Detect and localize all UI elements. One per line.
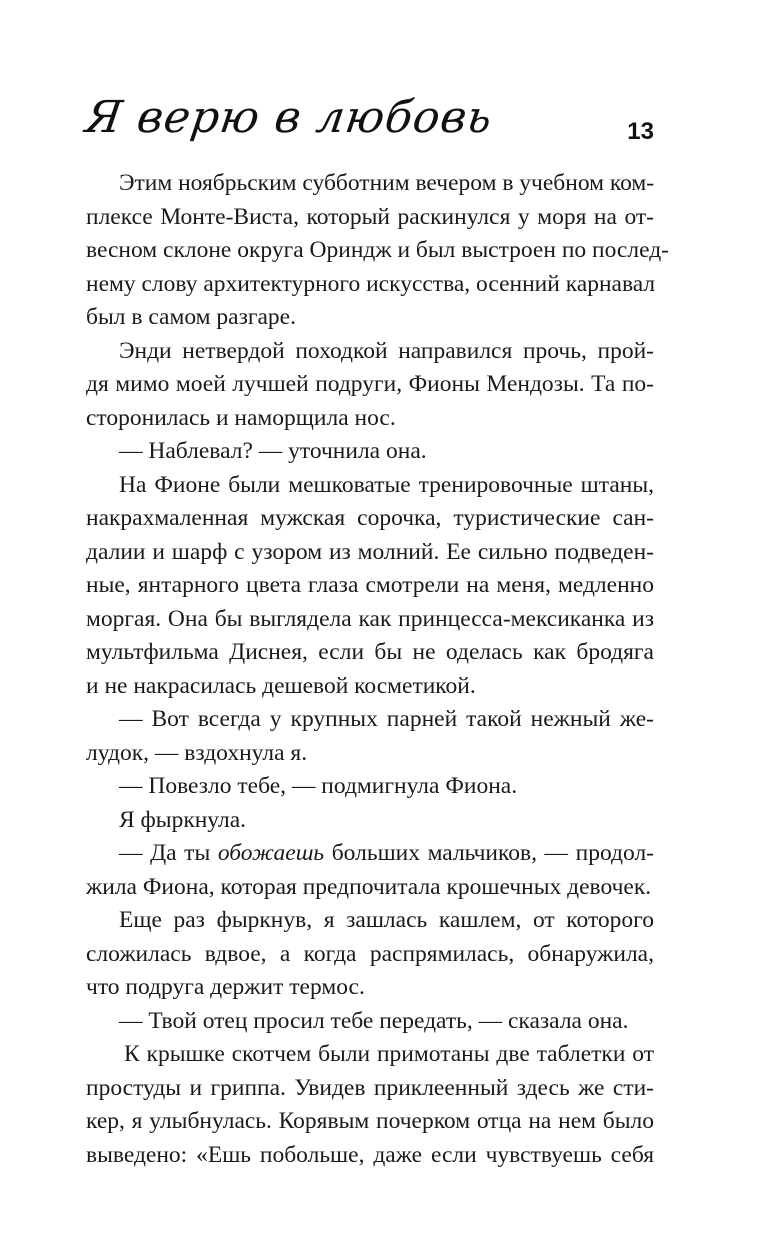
- text-line: — Вот всегда у крупных парней такой нежный же-: [119, 706, 654, 732]
- text-line: накрахмаленная мужская сорочка, туристические сан-: [86, 505, 654, 531]
- text-line: сложилась вдвое, а когда распрямилась, обнаружила,: [86, 940, 654, 967]
- running-title: Я верю в любовь: [82, 92, 496, 143]
- text-line: На Фионе были мешковатые тренировочные штаны,: [119, 471, 654, 498]
- text-line: нему слову архитектурного искусства, осенний карнавал: [86, 270, 656, 297]
- text-line: моргая. Она бы выглядела как принцесса-мексиканка из: [86, 605, 654, 632]
- text-segment: больших мальчиков, — продол-: [324, 840, 654, 866]
- text-line: кер, я улыбнулась. Корявым почерком отца на нем было: [86, 1108, 654, 1134]
- body-text: [86, 167, 669, 1172]
- text-line: — Твой отец просил тебе передать, — сказала она.: [119, 1007, 629, 1034]
- text-line: что подруга держит термос.: [86, 974, 365, 1000]
- text-line: Этим ноябрьским субботним вечером в учебном ком-: [119, 170, 655, 196]
- text-line: далии и шарф с узором из молний. Ее сильно подведен-: [86, 538, 654, 565]
- text-line: Я фыркнула.: [119, 806, 247, 833]
- text-segment: — Да ты: [119, 840, 218, 866]
- text-line: дя мимо моей лучшей подруги, Фионы Мендозы. Та по-: [86, 371, 654, 397]
- text-line: Энди нетвердой походкой направился прочь, прой-: [119, 337, 654, 364]
- text-line: жила Фиона, которая предпочитала крошечных девочек.: [86, 873, 652, 900]
- text-line: весном склоне округа Ориндж и был выстроен по послед-: [86, 237, 669, 263]
- text-line: был в самом разгаре.: [86, 304, 296, 330]
- text-line: Еще раз фыркнув, я зашлась кашлем, от которого: [119, 907, 654, 933]
- text-line: лудок, — вздохнула я.: [86, 739, 308, 766]
- page-number: 13: [627, 118, 654, 145]
- text-line: сторонилась и наморщила нос.: [86, 404, 396, 431]
- page-header: [82, 92, 654, 162]
- text-line: простуды и гриппа. Увидев приклеенный здесь же сти-: [86, 1074, 654, 1101]
- text-line: — Наблевал? — уточнила она.: [119, 438, 427, 464]
- text-line: ные, янтарного цвета глаза смотрели на меня, медленно: [86, 572, 654, 598]
- text-line: — Повезло тебе, — подмигнула Фиона.: [119, 773, 518, 799]
- text-line: мультфильма Диснея, если бы не оделась как бродяга: [86, 639, 654, 665]
- text-line: и не накрасилась дешевой косметикой.: [86, 672, 476, 699]
- text-line: К крышке скотчем были примотаны две таблетки от: [124, 1041, 654, 1067]
- emphasized-word: обожаешь: [217, 840, 325, 866]
- text-line: плексе Монте-Виста, который раскинулся у моря на от-: [86, 203, 654, 230]
- text-line-with-emphasis: [86, 837, 654, 871]
- text-line: выведено: «Ешь побольше, даже если чувствуешь себя: [86, 1141, 654, 1168]
